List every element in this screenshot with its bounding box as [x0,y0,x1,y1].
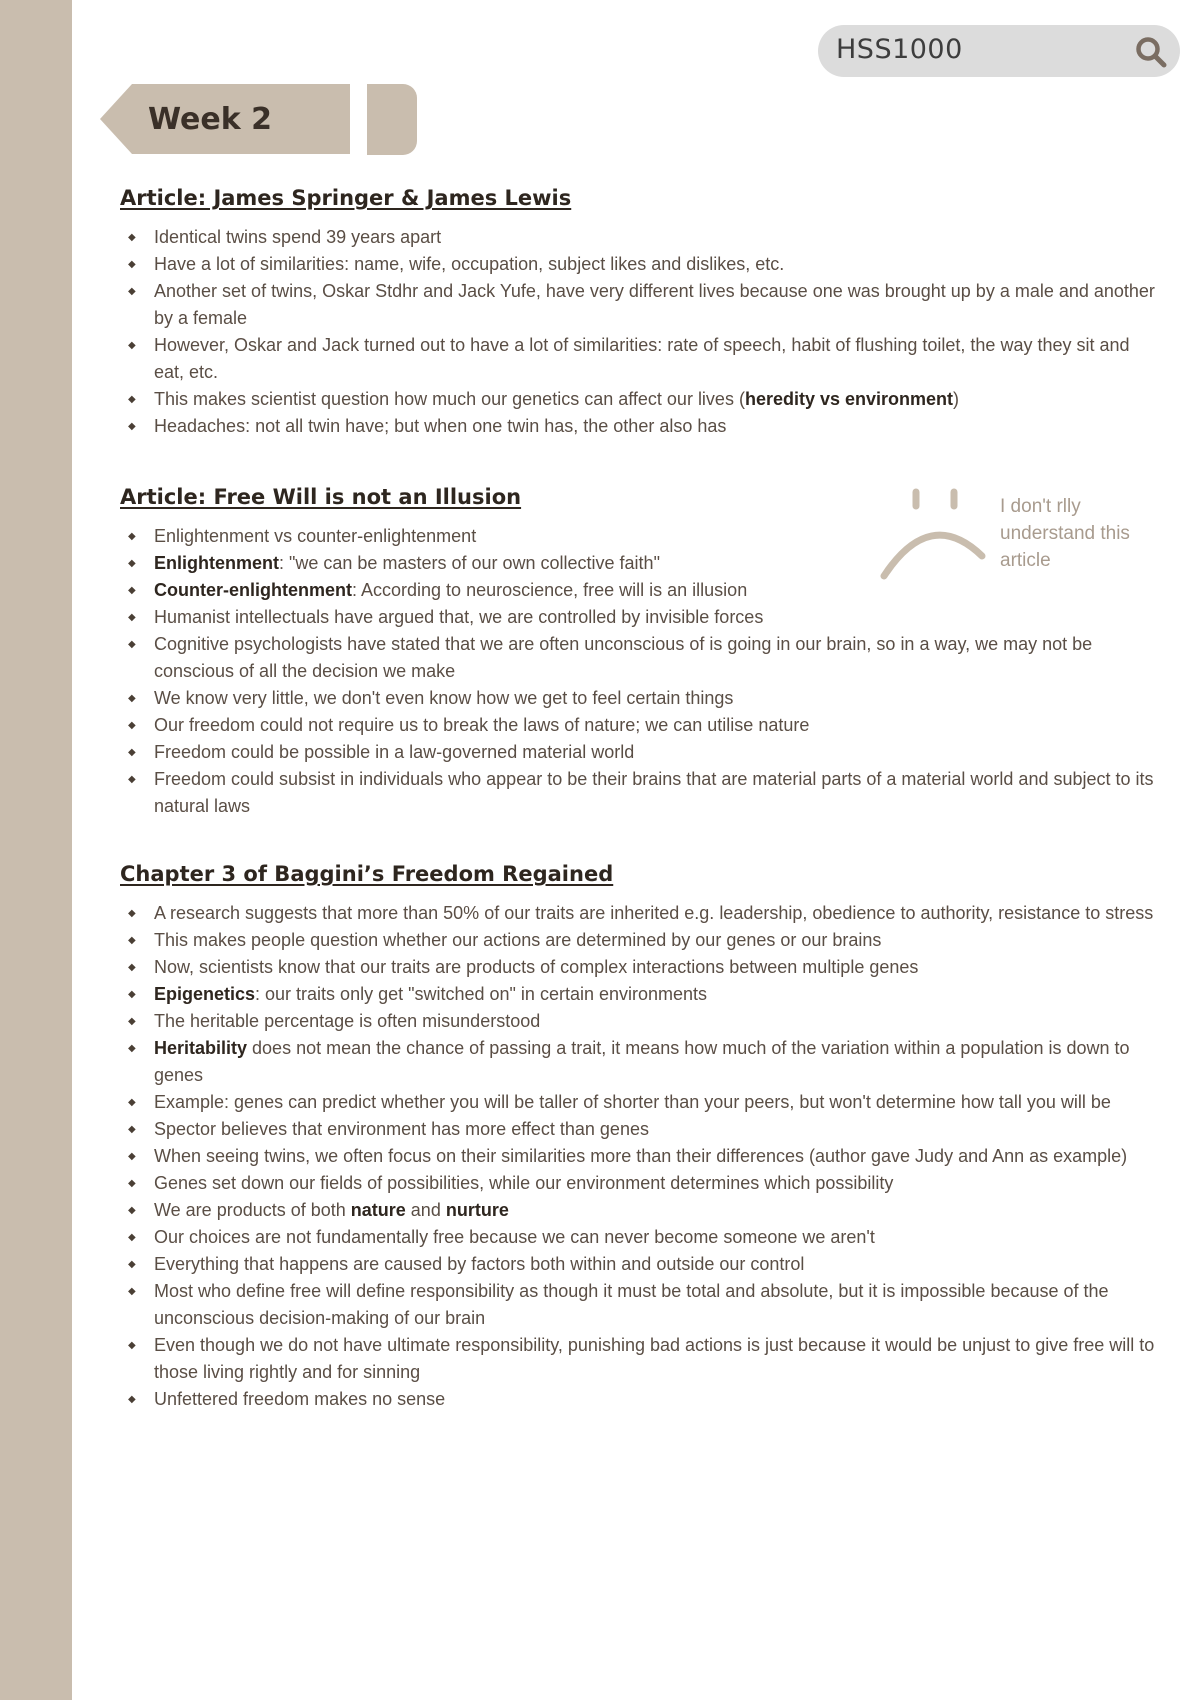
list-item-text: Freedom could be possible in a law-governed material world [154,742,635,762]
bold-term: heredity vs environment [744,389,954,409]
list-item [120,1386,1160,1413]
list-item [120,1170,1160,1197]
list-item-text: : "we can be masters of our own collective faith" [279,553,660,573]
list-item [120,900,1160,927]
bold-term: nature [350,1200,406,1220]
list-item [120,927,1160,954]
list-item-text: Freedom could subsist in individuals who appear to be their brains that are material parts of a material world and subject to its natural laws [154,769,1154,816]
list-item-text: Genes set down our fields of possibilities, while our environment determines which possibility [154,1173,894,1193]
bold-term: nurture [445,1200,509,1220]
search-bar[interactable] [818,25,1180,77]
list-item-text: ) [953,389,960,409]
list-item-text: Have a lot of similarities: name, wife, occupation, subject likes and dislikes, etc. [154,254,785,274]
list-item-text: This makes scientist question how much our genetics can affect our lives ( [154,389,745,409]
week-tab [100,84,350,154]
list-item [120,251,1160,278]
list-item [120,712,1160,739]
list-item-text: Identical twins spend 39 years apart [154,227,442,247]
list-item-text: Spector believes that environment has more effect than genes [154,1119,649,1139]
list-item-text: Our freedom could not require us to break the laws of nature; we can utilise nature [154,715,810,735]
list-item-text: The heritable percentage is often misunderstood [154,1011,541,1031]
list-item-text: Another set of twins, Oskar Stdhr and Jack Yufe, have very different lives because one was brought up by a male and another by a female [154,281,1155,328]
list-item-text: Cognitive psychologists have stated that we are often unconscious of is going in our brain, so in a way, we may not be conscious of all the decision we make [154,634,1093,681]
list-item [120,739,1160,766]
list-item [120,1143,1160,1170]
list-item [120,413,1160,440]
left-sidebar-bar [0,0,72,1700]
list-item-text: Headaches: not all twin have; but when one twin has, the other also has [154,416,727,436]
bold-term: Counter-enlightenment [154,580,352,600]
list-item [120,981,1160,1008]
section-james-springer [120,186,1160,440]
search-text: HSS1000 [836,34,963,65]
section-heading: Article: Free Will is not an Illusion [120,485,522,509]
list-item-text: Our choices are not fundamentally free because we can never become someone we aren't [154,1227,875,1247]
week-title: Week 2 [148,102,272,137]
sad-face-icon [878,486,990,582]
bold-term: Epigenetics [154,984,256,1004]
list-item-text: does not mean the chance of passing a trait, it means how much of the variation within a population is down to genes [154,1038,1130,1085]
list-item [120,685,1160,712]
list-item [120,332,1160,386]
bullet-list [120,900,1160,1413]
list-item [120,1035,1160,1089]
bold-term: Enlightenment [154,553,279,573]
list-item [120,631,1160,685]
bullet-list [120,224,1160,440]
list-item-text: However, Oskar and Jack turned out to have a lot of similarities: rate of speech, habit of flushing toilet, the way they sit and eat, etc. [154,335,1130,382]
list-item [120,1332,1160,1386]
list-item [120,954,1160,981]
list-item-text: Even though we do not have ultimate responsibility, punishing bad actions is just because it would be unjust to give free will to those living rightly and for sinning [154,1335,1155,1382]
list-item-text: Now, scientists know that our traits are products of complex interactions between multiple genes [154,957,919,977]
list-item-text: Enlightenment vs counter-enlightenment [154,526,477,546]
list-item [120,1224,1160,1251]
week-tab-side-block [367,84,417,155]
list-item [120,604,1160,631]
list-item [120,1116,1160,1143]
side-note: I don't rlly understand this article [1000,496,1130,571]
section-baggini [120,862,1160,1413]
list-item-text: This makes people question whether our actions are determined by our genes or our brains [154,930,882,950]
list-item-text: Everything that happens are caused by factors both within and outside our control [154,1254,805,1274]
list-item [120,1089,1160,1116]
list-item [120,1278,1160,1332]
list-item-text: A research suggests that more than 50% of our traits are inherited e.g. leadership, obedience to authority, resistance to stress [154,903,1154,923]
list-item [120,1008,1160,1035]
list-item [120,577,1160,604]
search-icon[interactable] [1134,35,1168,69]
list-item [120,386,1160,413]
list-item [120,1197,1160,1224]
list-item [120,278,1160,332]
list-item-text: Example: genes can predict whether you will be taller of shorter than your peers, but won't determine how tall you will be [154,1092,1111,1112]
list-item-text: We know very little, we don't even know how we get to feel certain things [154,688,734,708]
list-item-text: Most who define free will define responsibility as though it must be total and absolute, but it is impossible because of the unconscious decision-making of our brain [154,1281,1109,1328]
section-heading: Chapter 3 of Baggini’s Freedom Regained [120,862,614,886]
bold-term: Heritability [154,1038,248,1058]
list-item [120,1251,1160,1278]
list-item-text: : our traits only get "switched on" in certain environments [255,984,708,1004]
list-item-text: When seeing twins, we often focus on their similarities more than their differences (author gave Judy and Ann as example) [154,1146,1128,1166]
list-item-text: and [405,1200,446,1220]
list-item [120,224,1160,251]
list-item-text: Unfettered freedom makes no sense [154,1389,446,1409]
section-heading: Article: James Springer & James Lewis [120,186,572,210]
list-item [120,766,1160,820]
list-item-text: Humanist intellectuals have argued that, we are controlled by invisible forces [154,607,764,627]
list-item-text: We are products of both [154,1200,351,1220]
list-item-text: : According to neuroscience, free will is an illusion [352,580,748,600]
